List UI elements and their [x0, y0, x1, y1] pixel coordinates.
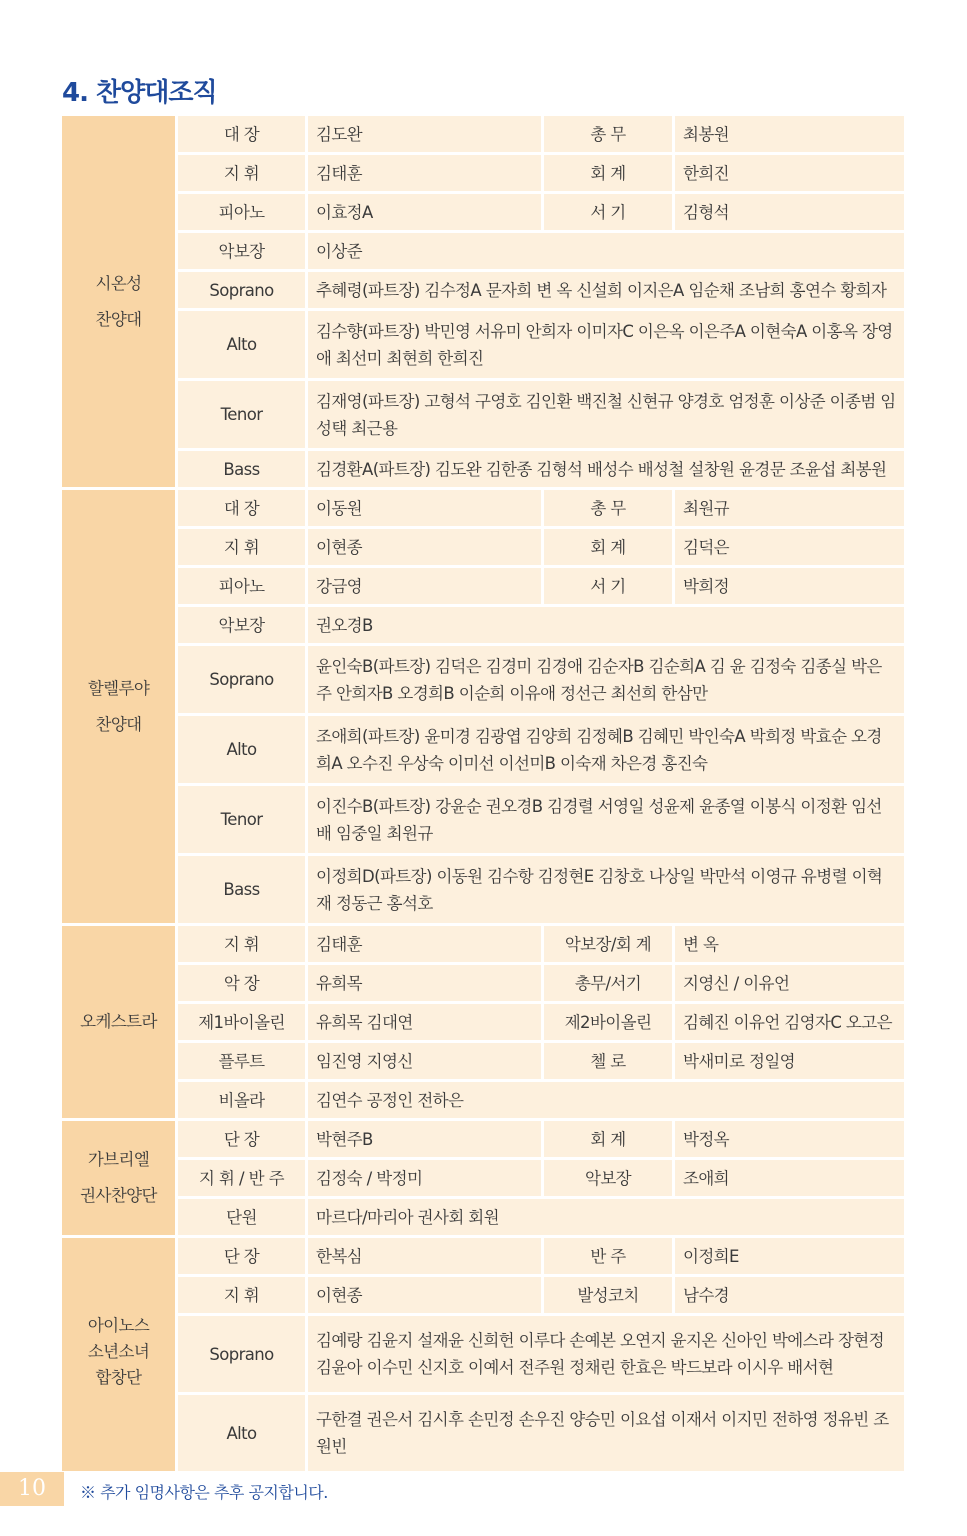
- part-members: 김수향(파트장) 박민영 서유미 안희자 이미자C 이은옥 이은주A 이현숙A 이홍옥 장영애 최선미 최현희 한희진: [305, 311, 904, 381]
- group-name: 아이노스 소년소녀 합창단: [87, 1316, 150, 1387]
- table-row: [62, 155, 904, 194]
- part-label: Tenor: [175, 381, 305, 451]
- table-row: [62, 451, 904, 490]
- role-value: 김혜진 이유언 김영자C 오고은: [672, 1004, 904, 1043]
- role-value: 김연수 공정인 전하은: [305, 1082, 904, 1121]
- role-label: 발성코치: [541, 1277, 672, 1316]
- role-label: 총무/서기: [541, 965, 672, 1004]
- group-ainos: [62, 1238, 175, 1474]
- group-gabriel: [62, 1121, 175, 1238]
- role-label: 악보장: [175, 607, 305, 646]
- role-value: 강금영: [305, 568, 541, 607]
- table-row: [62, 856, 904, 926]
- table-row: [62, 1160, 904, 1199]
- part-label: Bass: [175, 451, 305, 490]
- group-name: 할렐루야 찬양대: [87, 678, 150, 734]
- role-value: 변 옥: [672, 926, 904, 965]
- role-label: 지 휘: [175, 529, 305, 568]
- table-row: [62, 568, 904, 607]
- table-row: [62, 1395, 904, 1474]
- role-label: 지 휘 / 반 주: [175, 1160, 305, 1199]
- role-label: 단 장: [175, 1121, 305, 1160]
- role-label: 제1바이올린: [175, 1004, 305, 1043]
- role-label: 대 장: [175, 116, 305, 155]
- group-name: 가브리엘 권사찬양단: [80, 1150, 157, 1205]
- table-row: [62, 272, 904, 311]
- role-label: 지 휘: [175, 926, 305, 965]
- part-label: Soprano: [175, 646, 305, 716]
- role-value: 박새미로 정일영: [672, 1043, 904, 1082]
- role-label: 서 기: [541, 568, 672, 607]
- table-row: [62, 965, 904, 1004]
- role-value: 박정옥: [672, 1121, 904, 1160]
- table-row: [62, 381, 904, 451]
- role-label: 악보장: [175, 233, 305, 272]
- role-label: 악보장/회 계: [541, 926, 672, 965]
- role-value: 한희진: [672, 155, 904, 194]
- role-value: 김형석: [672, 194, 904, 233]
- table-row: [62, 926, 904, 965]
- role-value: 임진영 지영신: [305, 1043, 541, 1082]
- choir-organization-table: [62, 116, 904, 1474]
- role-value: 이동원: [305, 490, 541, 529]
- table-row: [62, 716, 904, 786]
- role-label: 회 계: [541, 1121, 672, 1160]
- role-value: 유희목 김대연: [305, 1004, 541, 1043]
- role-label: 지 휘: [175, 1277, 305, 1316]
- group-sion: [62, 116, 175, 490]
- group-hallelujah: [62, 490, 175, 926]
- table-row: [62, 529, 904, 568]
- table-row: [62, 646, 904, 716]
- part-members: 이정희D(파트장) 이동원 김수항 김정현E 김창호 나상일 박만석 이영규 유병렬 이혁재 정동근 홍석호: [305, 856, 904, 926]
- part-members: 김경환A(파트장) 김도완 김한종 김형석 배성수 배성철 설창원 윤경문 조윤섭 최봉원: [305, 451, 904, 490]
- table-row: [62, 1277, 904, 1316]
- role-label: 악 장: [175, 965, 305, 1004]
- role-value: 이현종: [305, 1277, 541, 1316]
- role-value: 김태훈: [305, 926, 541, 965]
- part-members: 윤인숙B(파트장) 김덕은 김경미 김경애 김순자B 김순희A 김 윤 김정숙 김종실 박은주 안희자B 오경희B 이순희 이유애 정선근 최선희 한삼만: [305, 646, 904, 716]
- role-label: 서 기: [541, 194, 672, 233]
- role-value: 지영신 / 이유언: [672, 965, 904, 1004]
- footnote: ※ 추가 임명사항은 추후 공지합니다.: [80, 1483, 328, 1502]
- role-label: 악보장: [541, 1160, 672, 1199]
- table-row: [62, 1316, 904, 1395]
- table-row: [62, 1199, 904, 1238]
- group-name: 시온성 찬양대: [95, 273, 142, 329]
- table-row: [62, 1238, 904, 1277]
- role-value: 이상준: [305, 233, 904, 272]
- role-label: 첼 로: [541, 1043, 672, 1082]
- part-members: 조애희(파트장) 윤미경 김광엽 김양희 김정혜B 김혜민 박인숙A 박희정 박효순 오경희A 오수진 우상숙 이미선 이선미B 이숙재 차은경 홍진숙: [305, 716, 904, 786]
- role-label: 지 휘: [175, 155, 305, 194]
- role-value: 김도완: [305, 116, 541, 155]
- role-label: 대 장: [175, 490, 305, 529]
- role-label: 단 장: [175, 1238, 305, 1277]
- role-value: 한복심: [305, 1238, 541, 1277]
- role-label: 피아노: [175, 568, 305, 607]
- page-number: 10: [0, 1472, 64, 1506]
- role-value: 조애희: [672, 1160, 904, 1199]
- table-row: [62, 490, 904, 529]
- role-value: 김덕은: [672, 529, 904, 568]
- role-value: 이정희E: [672, 1238, 904, 1277]
- role-value: 김태훈: [305, 155, 541, 194]
- role-label: 총 무: [541, 490, 672, 529]
- part-label: Soprano: [175, 1316, 305, 1395]
- part-label: Soprano: [175, 272, 305, 311]
- role-label: 반 주: [541, 1238, 672, 1277]
- role-value: 최원규: [672, 490, 904, 529]
- table-row: [62, 194, 904, 233]
- part-members: 추혜령(파트장) 김수정A 문자희 변 옥 신설희 이지은A 임순채 조남희 홍연수 황희자: [305, 272, 904, 311]
- table-row: [62, 786, 904, 856]
- part-label: Alto: [175, 1395, 305, 1474]
- table-row: [62, 1082, 904, 1121]
- role-value: 박희정: [672, 568, 904, 607]
- role-value: 최봉원: [672, 116, 904, 155]
- table-row: [62, 1004, 904, 1043]
- role-value: 남수경: [672, 1277, 904, 1316]
- part-members: 구한결 권은서 김시후 손민정 손우진 양승민 이요섭 이재서 이지민 전하영 정유빈 조원빈: [305, 1395, 904, 1474]
- role-label: 회 계: [541, 529, 672, 568]
- role-value: 권오경B: [305, 607, 904, 646]
- role-value: 김정숙 / 박정미: [305, 1160, 541, 1199]
- section-title: 4. 찬양대조직: [62, 78, 217, 108]
- role-label: 단원: [175, 1199, 305, 1238]
- part-members: 김예랑 김윤지 설재윤 신희헌 이루다 손예본 오연지 윤지온 신아인 박에스라 장현정 김윤아 이수민 신지호 이예서 전주원 정채린 한효은 박드보라 이시우 배서현: [305, 1316, 904, 1395]
- role-label: 피아노: [175, 194, 305, 233]
- role-label: 총 무: [541, 116, 672, 155]
- group-name: 오케스트라: [80, 1012, 157, 1031]
- table-row: [62, 1043, 904, 1082]
- role-label: 플루트: [175, 1043, 305, 1082]
- role-label: 비올라: [175, 1082, 305, 1121]
- group-orchestra: [62, 926, 175, 1121]
- part-label: Alto: [175, 311, 305, 381]
- role-value: 이효정A: [305, 194, 541, 233]
- table-row: [62, 233, 904, 272]
- table-row: [62, 116, 904, 155]
- role-label: 회 계: [541, 155, 672, 194]
- role-value: 박현주B: [305, 1121, 541, 1160]
- table-row: [62, 607, 904, 646]
- part-label: Tenor: [175, 786, 305, 856]
- table-row: [62, 1121, 904, 1160]
- role-label: 제2바이올린: [541, 1004, 672, 1043]
- role-value: 이현종: [305, 529, 541, 568]
- part-label: Bass: [175, 856, 305, 926]
- table-row: [62, 311, 904, 381]
- part-members: 김재영(파트장) 고형석 구영호 김인환 백진철 신현규 양경호 엄정훈 이상준 이종범 임성택 최근용: [305, 381, 904, 451]
- part-label: Alto: [175, 716, 305, 786]
- role-value: 유희목: [305, 965, 541, 1004]
- role-value: 마르다/마리아 권사회 회원: [305, 1199, 904, 1238]
- part-members: 이진수B(파트장) 강윤순 권오경B 김경렬 서영일 성윤제 윤종열 이봉식 이정환 임선배 임중일 최원규: [305, 786, 904, 856]
